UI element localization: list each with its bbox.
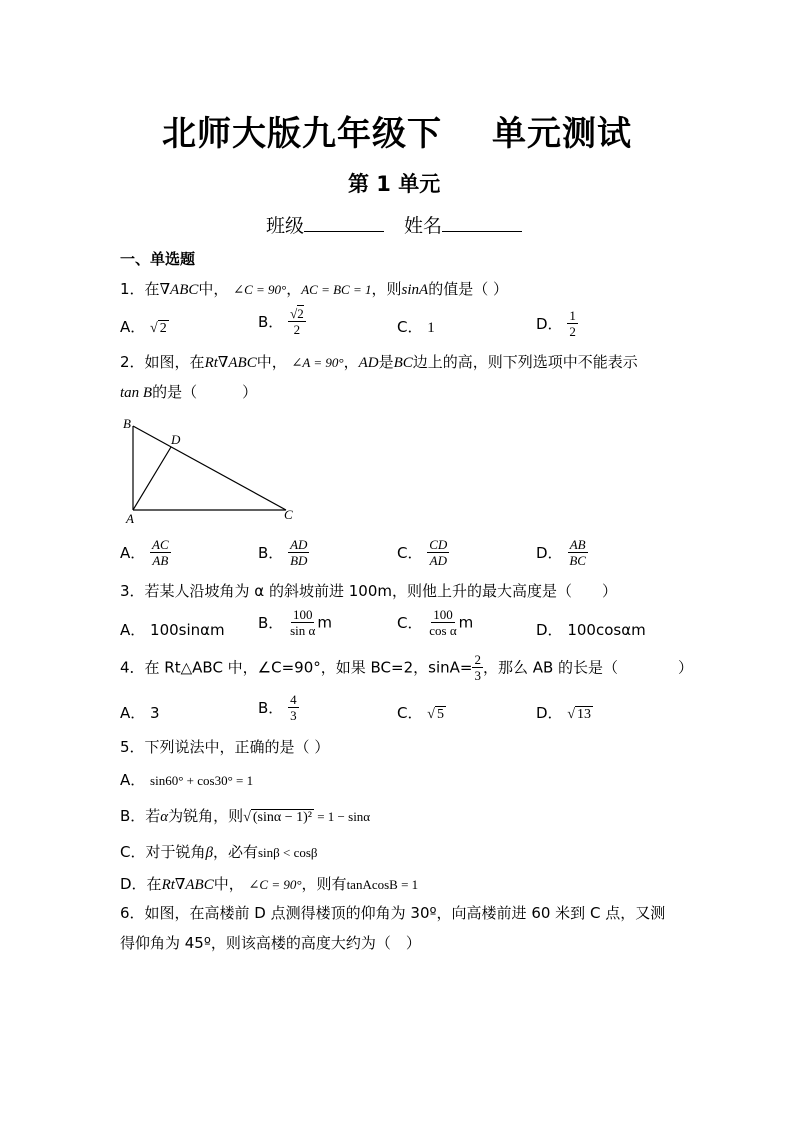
q2-triangle-figure (118, 414, 308, 526)
class-label: 班级 (266, 215, 305, 237)
q4-option-a[interactable]: A． 3 (120, 704, 160, 722)
q1-option-c[interactable]: C． 1 (397, 318, 435, 336)
q1-option-b[interactable]: B． $\frac{√2}{2}$ (258, 306, 304, 337)
question-6-line-2: 得仰角为 45º，则该高楼的高度大约为（ ） (120, 934, 421, 952)
class-blank[interactable] (304, 215, 384, 232)
altitude-ad (133, 447, 171, 510)
q5-option-b[interactable]: B．若α为锐角，则√ (sinα − 1)² = 1 − sinα (120, 807, 371, 825)
section-heading: 一、单选题 (120, 250, 196, 268)
unit-subtitle: 第 1 单元 (348, 172, 441, 196)
question-1: 1．在∇ABC中， ∠C = 90°，AC = BC = 1，则sinA的值是（ ） (120, 280, 508, 298)
name-blank[interactable] (442, 215, 522, 232)
question-6-line-1: 6．如图，在高楼前 D 点测得楼顶的仰角为 30º，向高楼前进 60 米到 C 点，又测 (120, 904, 666, 922)
question-2-line-2: tan B的是（ ） (120, 383, 258, 401)
q2-option-d[interactable]: D． $\frac{AB}{BC}$ (536, 537, 586, 568)
q3-option-c[interactable]: C． $\frac{100}{\text{cos α}}$ m (397, 607, 474, 638)
title-right: 单元测试 (492, 114, 632, 154)
q5-option-c[interactable]: C．对于锐角β，必有sinβ < cosβ (120, 843, 318, 861)
page-title (162, 106, 632, 155)
q4-option-d[interactable]: D． √ 13 (536, 704, 592, 722)
name-label: 姓名 (404, 215, 443, 237)
label-d: D (171, 432, 181, 447)
question-4: 4．在 Rt△ABC 中，∠C=90°，如果 BC=2，sinA= $\frac{2}{3}$ ，那么 AB 的长是（ ） (120, 652, 694, 683)
question-3: 3．若某人沿坡角为 α 的斜坡前进 100m，则他上升的最大高度是（ ） (120, 582, 617, 600)
label-a: A (126, 511, 134, 526)
q2-option-b[interactable]: B． $\frac{AD}{BD}$ (258, 537, 308, 568)
q5-option-a[interactable]: A． sin60° + cos30° = 1 (120, 771, 254, 789)
q2-option-a[interactable]: A． $\frac{AC}{AB}$ (120, 537, 169, 568)
q3-option-b[interactable]: B． $\frac{100}{\text{sin α}}$ m (258, 607, 332, 638)
q1-option-d[interactable]: D． $\frac{1}{2}$ (536, 308, 576, 339)
q2-option-c[interactable]: C． $\frac{CD}{AD}$ (397, 537, 448, 568)
q4-option-b[interactable]: B． $\frac{4}{3}$ (258, 692, 297, 723)
question-2-line-1: 2．如图，在Rt∇ABC中， ∠A = 90°，AD是BC边上的高，则下列选项中不能表示 (120, 353, 638, 371)
label-b: B (123, 416, 131, 431)
q3-option-d[interactable]: D． 100cosαm (536, 621, 646, 639)
q1-option-a[interactable]: A． √ 2 (120, 318, 167, 336)
class-name-line (266, 211, 522, 238)
title-left: 北师大版九年级下 (162, 114, 442, 154)
question-5: 5．下列说法中，正确的是（ ） (120, 738, 330, 756)
side-bc (133, 426, 286, 510)
q3-option-a[interactable]: A． 100sinαm (120, 621, 225, 639)
label-c: C (284, 507, 293, 522)
q5-option-d[interactable]: D．在Rt∇ABC中， ∠C = 90°，则有tanAcosB = 1 (120, 875, 419, 893)
q4-option-c[interactable]: C． √ 5 (397, 704, 444, 722)
